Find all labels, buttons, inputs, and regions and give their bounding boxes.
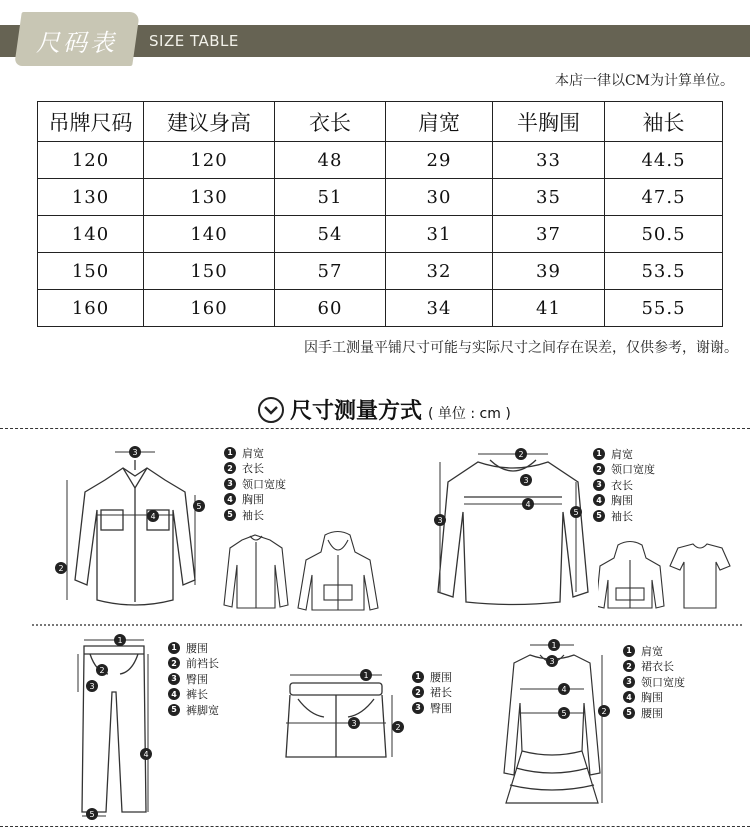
table-cell: 130 [38,179,144,216]
svg-text:1: 1 [363,671,369,680]
pants-illustration [62,632,162,822]
svg-text:2: 2 [58,564,64,573]
dress-illustration [490,633,620,823]
svg-text:5: 5 [89,810,95,819]
column-header: 衣长 [275,102,386,142]
table-cell: 120 [38,142,144,179]
svg-text:4: 4 [143,750,149,759]
table-cell: 130 [144,179,275,216]
table-cell: 150 [38,253,144,290]
svg-text:1: 1 [551,641,557,650]
svg-text:3: 3 [89,682,95,691]
shirt-illustration [45,440,230,615]
table-cell: 29 [386,142,493,179]
table-cell: 120 [144,142,275,179]
svg-text:3: 3 [351,719,357,728]
legend-pants: 1 腰围 2 前裆长 3 臀围 4 裤长 5 裤脚宽 [168,640,219,718]
chevron-down-circle-icon [258,397,284,423]
table-cell: 37 [493,216,605,253]
header-title: 尺码表 [36,29,117,57]
table-header-row [38,102,723,142]
table-cell: 44.5 [605,142,723,179]
table-cell: 35 [493,179,605,216]
column-header: 半胸围 [493,102,605,142]
row-divider [32,624,742,626]
measure-markers-pants [86,634,152,820]
table-cell: 34 [386,290,493,327]
sweater-illustration [428,442,598,617]
table-cell: 48 [275,142,386,179]
table-row [38,290,723,327]
legend-shirt: 1 肩宽 2 衣长 3 领口宽度 4 胸围 5 袖长 [224,445,286,523]
table-cell: 140 [38,216,144,253]
svg-text:4: 4 [525,500,531,509]
legend-sweater: 1 肩宽 2 领口宽度 3 衣长 4 胸围 5 袖长 [593,446,655,524]
section-divider-bottom [0,826,750,827]
svg-text:2: 2 [99,666,105,675]
table-cell: 30 [386,179,493,216]
column-header: 建议身高 [144,102,275,142]
column-header: 袖长 [605,102,723,142]
table-row [38,253,723,290]
column-header: 肩宽 [386,102,493,142]
table-cell: 55.5 [605,290,723,327]
table-cell: 31 [386,216,493,253]
svg-text:4: 4 [561,685,567,694]
table-cell: 160 [38,290,144,327]
svg-text:3: 3 [437,516,443,525]
svg-text:5: 5 [196,502,202,511]
svg-text:4: 4 [150,512,156,521]
column-header: 吊牌尺码 [38,102,144,142]
table-cell: 32 [386,253,493,290]
table-cell: 150 [144,253,275,290]
svg-text:3: 3 [523,476,529,485]
table-cell: 60 [275,290,386,327]
hoodie-tshirt-illustration [598,540,733,612]
table-cell: 33 [493,142,605,179]
svg-text:2: 2 [395,723,401,732]
table-cell: 39 [493,253,605,290]
measure-unit: ( 单位 : cm ) [428,405,511,422]
size-table [37,101,723,327]
legend-skirt: 1 腰围 2 裙长 3 臀围 [412,669,452,716]
svg-text:2: 2 [518,450,524,459]
table-cell: 54 [275,216,386,253]
svg-text:1: 1 [117,636,123,645]
svg-text:3: 3 [549,657,555,666]
section-divider [0,428,750,429]
table-row [38,216,723,253]
skirt-illustration [280,665,415,770]
svg-text:5: 5 [573,508,579,517]
table-cell: 50.5 [605,216,723,253]
measure-markers-sweater [434,448,582,526]
header-subtitle: SIZE TABLE [149,32,239,50]
legend-dress: 1 肩宽 2 裙衣长 3 领口宽度 4 胸围 5 腰围 [623,643,685,721]
table-cell: 140 [144,216,275,253]
table-row [38,142,723,179]
svg-text:5: 5 [561,709,567,718]
disclaimer-note: 因手工测量平铺尺寸可能与实际尺寸之间存在误差，仅供参考，谢谢。 [304,340,738,356]
table-cell: 51 [275,179,386,216]
table-cell: 47.5 [605,179,723,216]
measure-markers-dress [546,639,610,719]
table-cell: 160 [144,290,275,327]
cardigan-hoodie-illustration [220,530,390,615]
measure-heading [258,394,511,425]
unit-note: 本店一律以CM为计算单位。 [554,73,734,89]
table-row [38,179,723,216]
table-cell: 53.5 [605,253,723,290]
svg-text:3: 3 [132,448,138,457]
table-cell: 41 [493,290,605,327]
table-cell: 57 [275,253,386,290]
svg-text:2: 2 [601,707,607,716]
measure-title: 尺寸测量方式 [290,399,423,424]
